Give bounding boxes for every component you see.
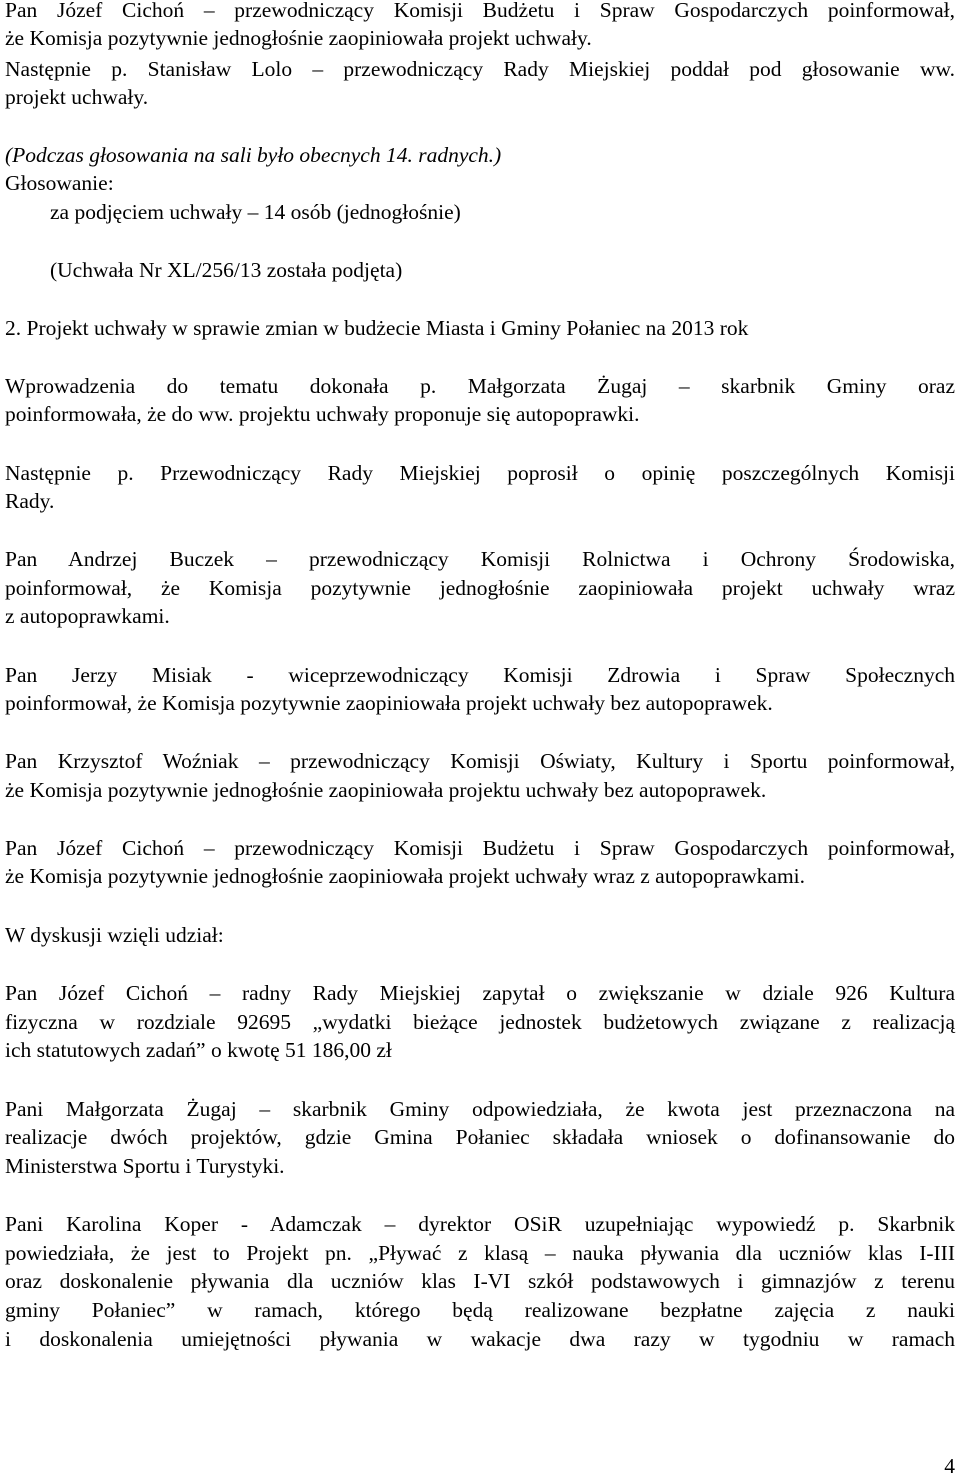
text-line: Ministerstwa Sportu i Turystyki. <box>5 1154 285 1178</box>
text-line: i doskonalenia umiejętności pływania w wakacje dwa razy w tygodniu w ramach <box>5 1327 955 1351</box>
text-line: gminy Połaniec” w ramach, którego będą realizowane bezpłatne zajęcia z nauki <box>5 1298 955 1322</box>
text-line: realizacje dwóch projektów, gdzie Gmina Połaniec składała wniosek o dofinansowanie do <box>5 1125 955 1149</box>
text-line: poinformował, że Komisja pozytywnie zaopiniowała projekt uchwały bez autopoprawek. <box>5 691 773 715</box>
text-line: Pan Krzysztof Woźniak – przewodniczący Komisji Oświaty, Kultury i Sportu poinformował, <box>5 749 955 773</box>
text-line: Pani Małgorzata Żugaj – skarbnik Gminy odpowiedziała, że kwota jest przeznaczona na <box>5 1097 955 1121</box>
text-line: że Komisja pozytywnie jednogłośnie zaopiniowała projekt uchwały. <box>5 26 592 50</box>
voting-result: za podjęciem uchwały – 14 osób (jednogłośnie) <box>50 200 461 224</box>
text-line: Pan Józef Cichoń – radny Rady Miejskiej zapytał o zwiększanie w dziale 926 Kultura <box>5 981 955 1005</box>
text-line: ich statutowych zadań” o kwotę 51 186,00 zł <box>5 1038 392 1062</box>
text-line: Następnie p. Przewodniczący Rady Miejskiej poprosił o opinię poszczególnych Komisji <box>5 461 955 485</box>
text-line: Pan Józef Cichoń – przewodniczący Komisji Budżetu i Spraw Gospodarczych poinformował, <box>5 836 955 860</box>
page-number: 4 <box>944 1454 955 1478</box>
voting-note: (Podczas głosowania na sali było obecnych 14. radnych.) <box>5 143 502 167</box>
text-line: że Komisja pozytywnie jednogłośnie zaopiniowała projektu uchwały bez autopoprawek. <box>5 778 767 802</box>
text-line: poinformował, że Komisja pozytywnie jednogłośnie zaopiniowała projekt uchwały wraz <box>5 576 955 600</box>
text-line: Pan Jerzy Misiak - wiceprzewodniczący Komisji Zdrowia i Spraw Społecznych <box>5 663 955 687</box>
agenda-item-heading: 2. Projekt uchwały w sprawie zmian w budżecie Miasta i Gminy Połaniec na 2013 rok <box>5 316 749 340</box>
text-line: Pan Andrzej Buczek – przewodniczący Komisji Rolnictwa i Ochrony Środowiska, <box>5 547 955 571</box>
text-line: z autopoprawkami. <box>5 604 170 628</box>
text-line: Wprowadzenia do tematu dokonała p. Małgorzata Żugaj – skarbnik Gminy oraz <box>5 374 955 398</box>
text-line: Następnie p. Stanisław Lolo – przewodniczący Rady Miejskiej poddał pod głosowanie ww. <box>5 57 955 81</box>
discussion-heading: W dyskusji wzięli udział: <box>5 923 224 947</box>
text-line: Rady. <box>5 489 55 513</box>
text-line: powiedziała, że jest to Projekt pn. „Pływać z klasą – nauka pływania dla uczniów klas I-III <box>5 1241 955 1265</box>
text-line: projekt uchwały. <box>5 85 149 109</box>
text-line: Pan Józef Cichoń – przewodniczący Komisji Budżetu i Spraw Gospodarczych poinformował, <box>5 0 955 22</box>
text-line: fizyczna w rozdziale 92695 „wydatki bieżące jednostek budżetowych związane z realizacją <box>5 1010 955 1034</box>
text-line: poinformowała, że do ww. projektu uchwały proponuje się autopoprawki. <box>5 402 640 426</box>
text-line: Pani Karolina Koper - Adamczak – dyrektor OSiR uzupełniając wypowiedź p. Skarbnik <box>5 1212 955 1236</box>
text-line: oraz doskonalenie pływania dla uczniów klas I-VI szkół podstawowych i gimnazjów z terenu <box>5 1269 955 1293</box>
resolution-status: (Uchwała Nr XL/256/13 została podjęta) <box>50 258 403 282</box>
voting-heading: Głosowanie: <box>5 171 114 195</box>
text-line: że Komisja pozytywnie jednogłośnie zaopiniowała projekt uchwały wraz z autopoprawkami. <box>5 864 806 888</box>
